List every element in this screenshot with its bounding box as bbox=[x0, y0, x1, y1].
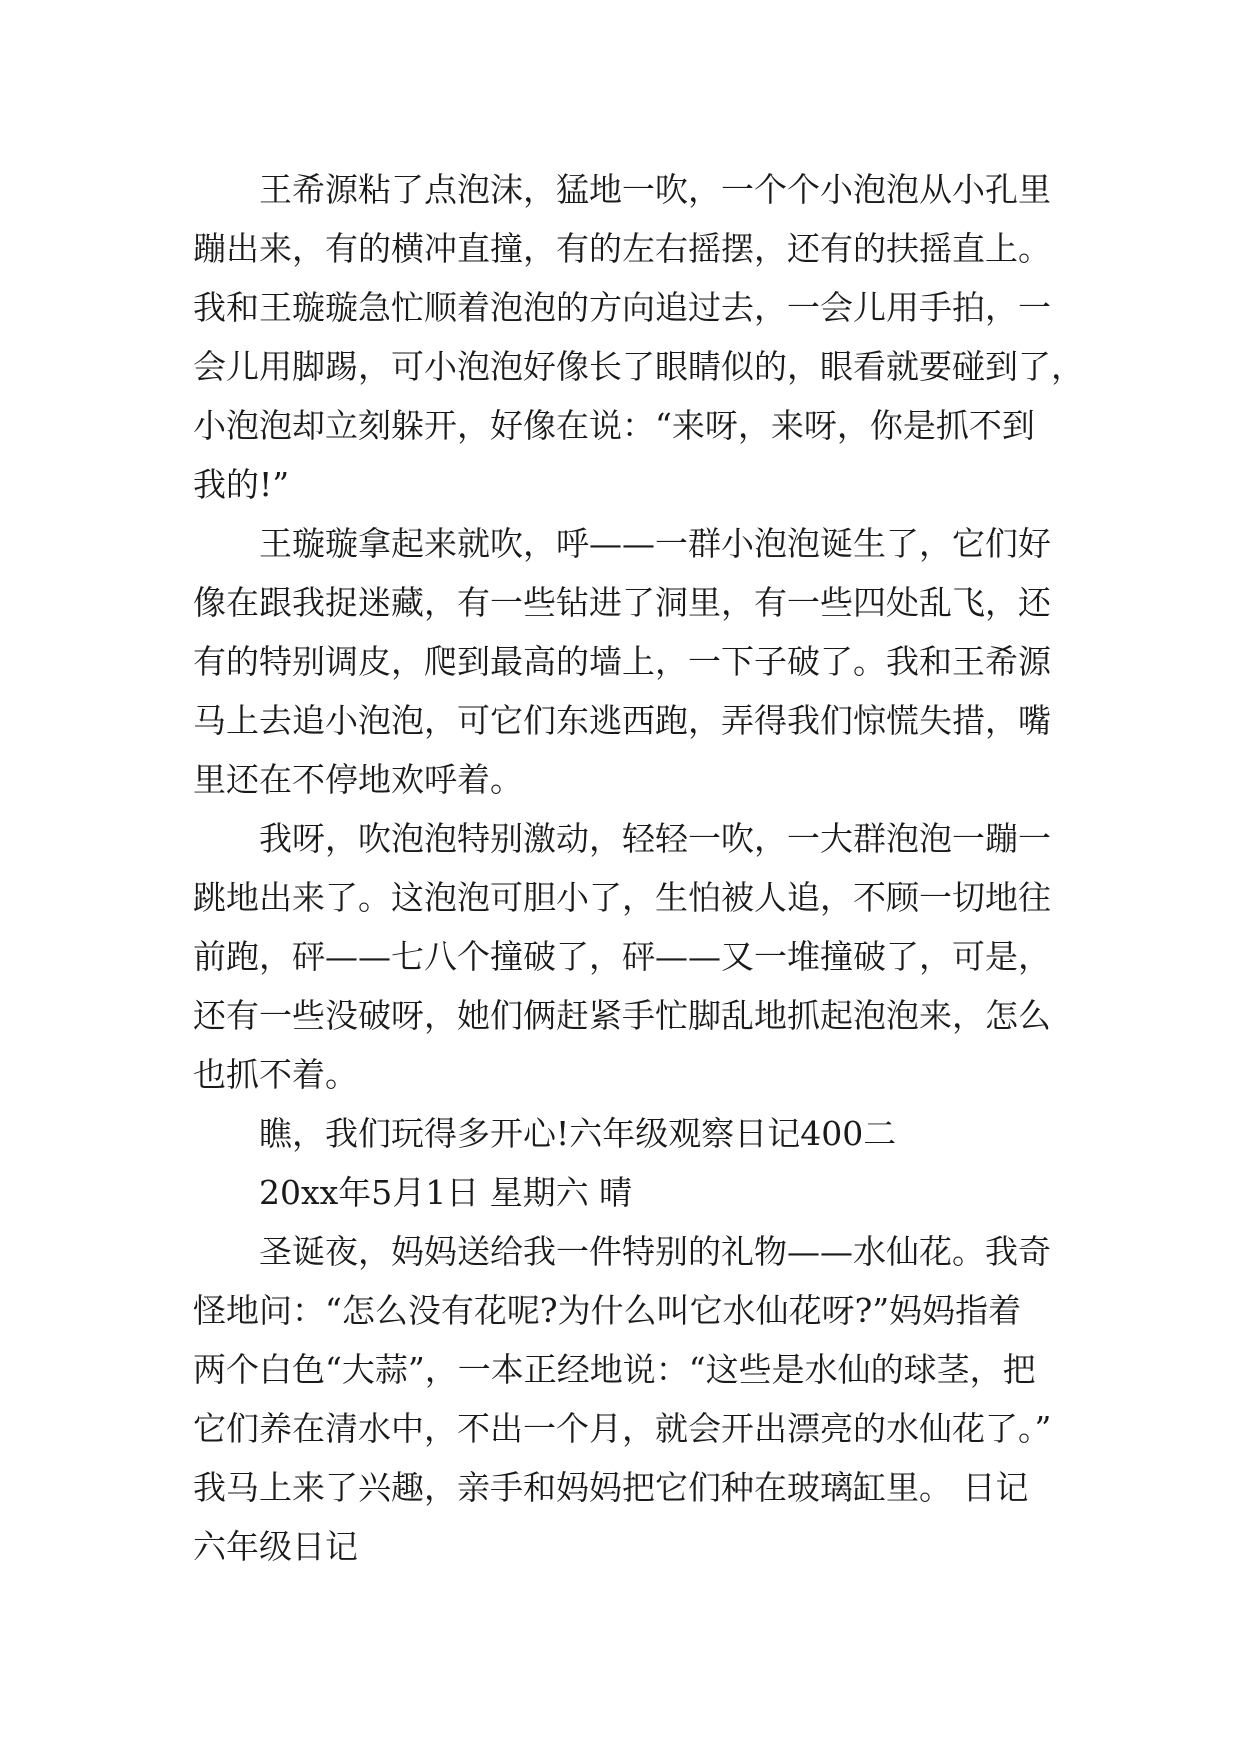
text-line: 王璇璇拿起来就吹，呼——一群小泡泡诞生了，它们好 bbox=[259, 524, 1051, 563]
text-line: 两个白色“大蒜”，一本正经地说：“这些是水仙的球茎，把 bbox=[193, 1350, 1036, 1389]
text-line: 跳地出来了。这泡泡可胆小了，生怕被人追，不顾一切地往 bbox=[193, 878, 1051, 917]
text-line: 会儿用脚踢，可小泡泡好像长了眼睛似的，眼看就要碰到了， bbox=[193, 347, 1084, 386]
text-line: 它们养在清水中，不出一个月，就会开出漂亮的水仙花了。” bbox=[193, 1409, 1052, 1448]
diary-date-line: 20xx年5月1日 星期六 晴 bbox=[259, 1173, 633, 1212]
text-line: 也抓不着。 bbox=[193, 1055, 358, 1094]
text-line: 王希源粘了点泡沫，猛地一吹，一个个小泡泡从小孔里 bbox=[259, 170, 1051, 209]
text-line: 我和王璇璇急忙顺着泡泡的方向追过去，一会儿用手拍，一 bbox=[193, 288, 1051, 327]
text-line: 怪地问：“怎么没有花呢?为什么叫它水仙花呀?”妈妈指着 bbox=[193, 1291, 1022, 1330]
text-line: 蹦出来，有的横冲直撞，有的左右摇摆，还有的扶摇直上。 bbox=[193, 229, 1051, 268]
text-line: 我的!” bbox=[193, 465, 290, 504]
text-line: 我马上来了兴趣，亲手和妈妈把它们种在玻璃缸里。 日记 bbox=[193, 1468, 1029, 1507]
text-line: 还有一些没破呀，她们俩赶紧手忙脚乱地抓起泡泡来，怎么 bbox=[193, 996, 1051, 1035]
text-line: 六年级日记 bbox=[193, 1527, 358, 1566]
text-line: 瞧，我们玩得多开心!六年级观察日记400二 bbox=[259, 1114, 897, 1153]
text-line: 马上去追小泡泡，可它们东逃西跑，弄得我们惊慌失措，嘴 bbox=[193, 701, 1051, 740]
text-line: 我呀，吹泡泡特别激动，轻轻一吹，一大群泡泡一蹦一 bbox=[259, 819, 1051, 858]
text-line: 圣诞夜，妈妈送给我一件特别的礼物——水仙花。我奇 bbox=[259, 1232, 1051, 1271]
text-line: 小泡泡却立刻躲开，好像在说：“来呀，来呀，你是抓不到 bbox=[193, 406, 1035, 445]
diary-text bbox=[193, 160, 1084, 1576]
text-line: 有的特别调皮，爬到最高的墙上，一下子破了。我和王希源 bbox=[193, 642, 1051, 681]
text-line: 里还在不停地欢呼着。 bbox=[193, 760, 523, 799]
text-line: 像在跟我捉迷藏，有一些钻进了洞里，有一些四处乱飞，还 bbox=[193, 583, 1051, 622]
text-line: 前跑，砰——七八个撞破了，砰——又一堆撞破了，可是， bbox=[193, 937, 1051, 976]
